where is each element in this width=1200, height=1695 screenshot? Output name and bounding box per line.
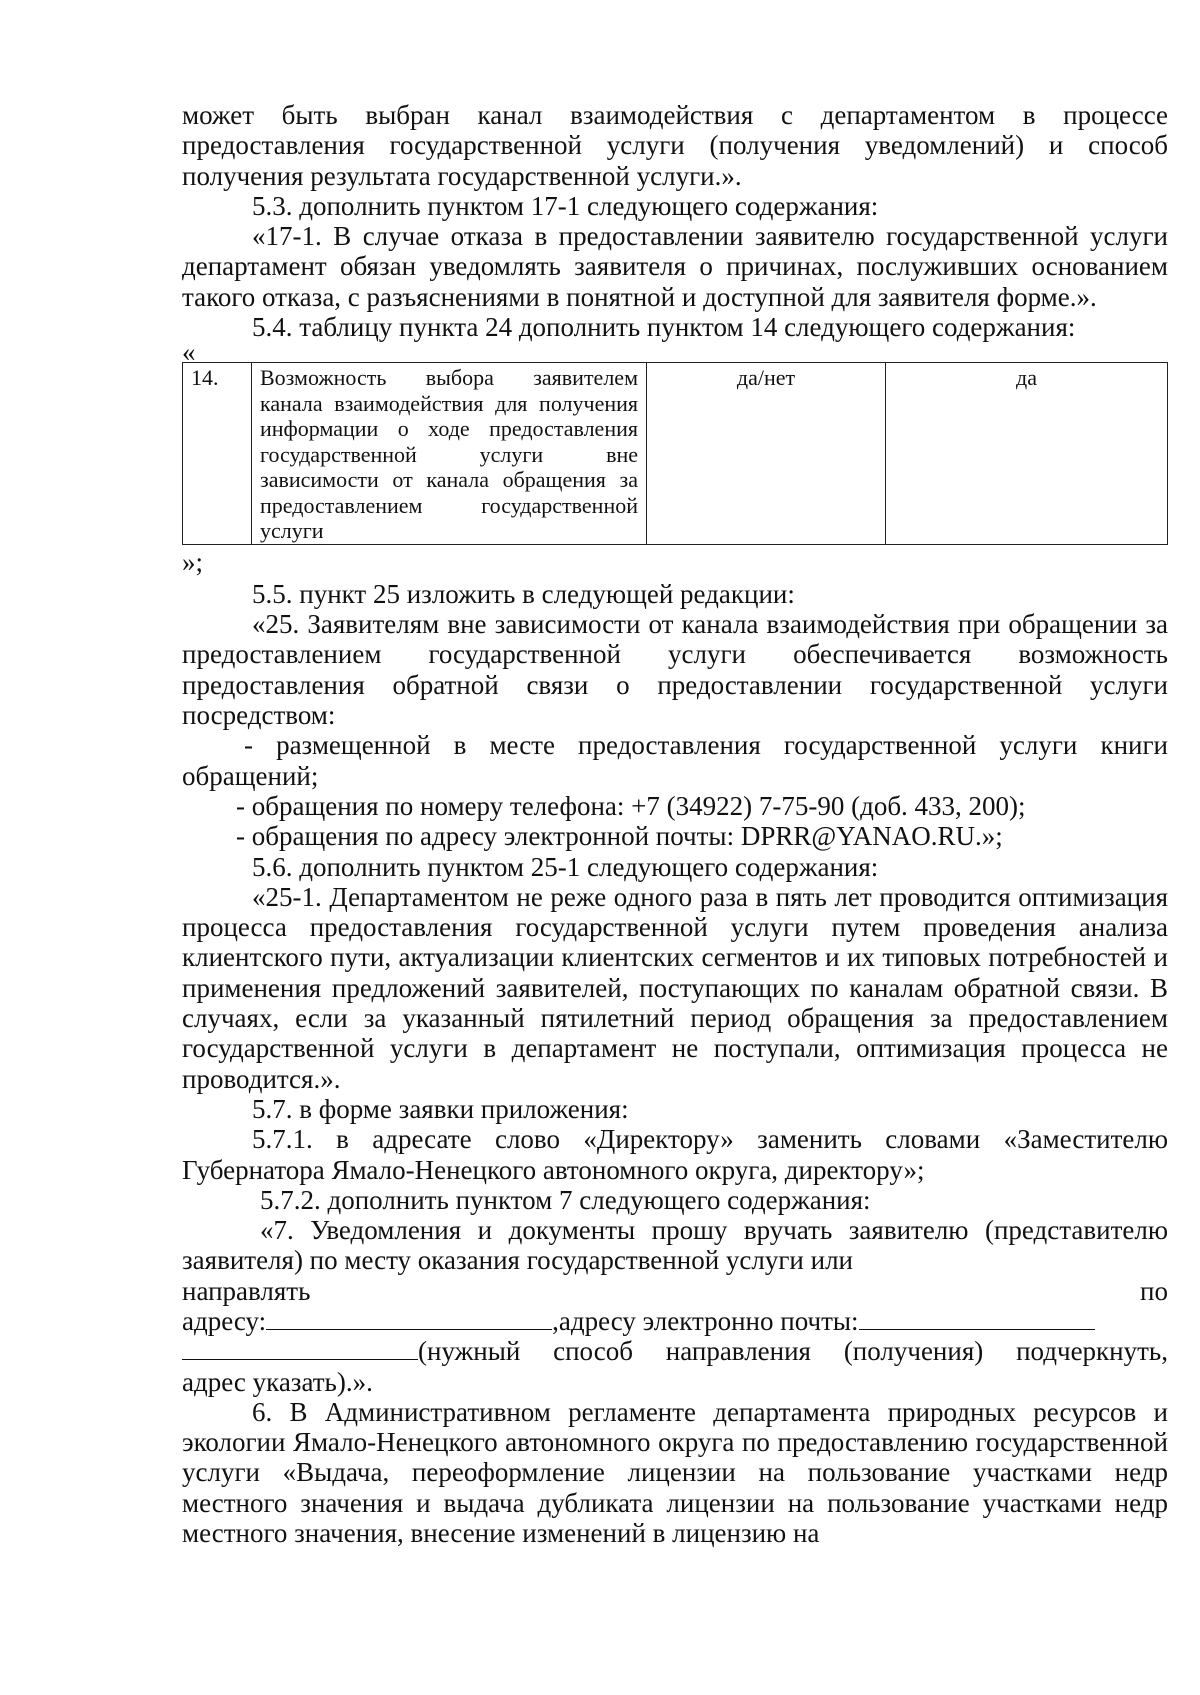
clause-25-1: «25-1. Департаментом не реже одного раза в пять лет проводится оптимизация процесса предоставления государственной услуги путем проведения анализа клиентского пути, актуализации клиентских сегментов и их типовых потребностей и применения предложений заявителей, поступающих по каналам обратной связи. В случаях, если за указанный пятилетний период обращения за предоставлением государственной услуги в департамент не поступали, оптимизация процесса не проводится.». (182, 881, 1168, 1094)
clause-6: 6. В Административном регламенте департамента природных ресурсов и экологии Ямало-Ненецкого автономного округа по предоставлению государственной услуги «Выдача, переоформление лицензии на пользование участками недр местного значения и выдача дубликата лицензии на пользование участками недр местного значения, внесение изменений в лицензию на (182, 1396, 1168, 1549)
delivery-note: (нужный способ направления (получения) подчеркнуть, (418, 1336, 1168, 1367)
table-cell-unit: да/нет (647, 363, 886, 545)
intro-line-2: предоставления государственной услуги (получения уведомлений) и способ (182, 130, 1168, 161)
note-line (182, 1336, 1168, 1366)
indicator-table (182, 362, 1168, 545)
delivery-line (182, 1276, 1168, 1306)
clause-5-7-2: 5.7.2. дополнить пунктом 7 следующего содержания: (260, 1184, 871, 1215)
delivery-word-by: по (1140, 1275, 1168, 1306)
delivery-note-end: адрес указать).». (182, 1366, 373, 1397)
note-blank (182, 1337, 418, 1360)
intro-line-1: может быть выбран канал взаимодействия с департаментом в процессе (182, 100, 1168, 130)
clause-5-4: 5.4. таблицу пункта 24 дополнить пунктом 14 следующего содержания: (252, 312, 1076, 343)
address-blank (266, 1307, 552, 1330)
address-line (182, 1306, 1168, 1336)
table-cell-value: да (886, 363, 1168, 545)
table-opening-quote: « (182, 337, 196, 368)
intro-line-3: получения результата государственной услуги.». (182, 160, 742, 191)
table-cell-number: 14. (183, 363, 252, 545)
clause-7: «7. Уведомления и документы прошу вручать заявителю (представителю заявителя) по месту оказания государственной услуги или (182, 1215, 1168, 1276)
table-row (183, 363, 1168, 545)
clause-25: «25. Заявителям вне зависимости от канала взаимодействия при обращении за предоставлением государственной услуги обеспечивается возможность предоставления обратной связи о предоставлении государственной услуги посредством: (182, 609, 1168, 731)
clause-5-7-1: 5.7.1. в адресате слово «Директору» заменить словами «Заместителю Губернатора Ямало-Ненецкого автономного округа, директору»; (182, 1124, 1168, 1185)
clause-5-5: 5.5. пункт 25 изложить в следующей редакции: (252, 578, 795, 609)
document-page (182, 100, 1168, 1548)
address-label: адресу: (182, 1306, 267, 1336)
clause-5-7: 5.7. в форме заявки приложения: (252, 1093, 629, 1124)
email-label: ,адресу электронно почты: (552, 1306, 859, 1336)
feedback-method-phone: - обращения по номеру телефона: +7 (34922) 7-75-90 (доб. 433, 200); (236, 790, 1026, 821)
delivery-word-send: направлять (182, 1275, 311, 1306)
table-closing-quote: »; (182, 546, 204, 577)
clause-5-6: 5.6. дополнить пунктом 25-1 следующего содержания: (252, 851, 879, 882)
clause-17-1: «17-1. В случае отказа в предоставлении заявителю государственной услуги департамент обязан уведомлять заявителя о причинах, послуживших основанием такого отказа, с разъяснениями в понятной и доступной для заявителя форме.». (182, 221, 1168, 312)
feedback-method-email: - обращения по адресу электронной почты: DPRR@YANAO.RU.»; (236, 821, 1003, 852)
table-cell-description: Возможность выбора заявителем канала взаимодействия для получения информации о ходе предоставления государственной услуги вне зависимости от канала обращения за предоставлением государственной услуги (252, 363, 647, 545)
clause-5-3: 5.3. дополнить пунктом 17-1 следующего содержания: (252, 190, 879, 221)
feedback-method-book: - размещенной в месте предоставления государственной услуги книги обращений; (182, 730, 1168, 791)
email-blank (859, 1307, 1095, 1330)
